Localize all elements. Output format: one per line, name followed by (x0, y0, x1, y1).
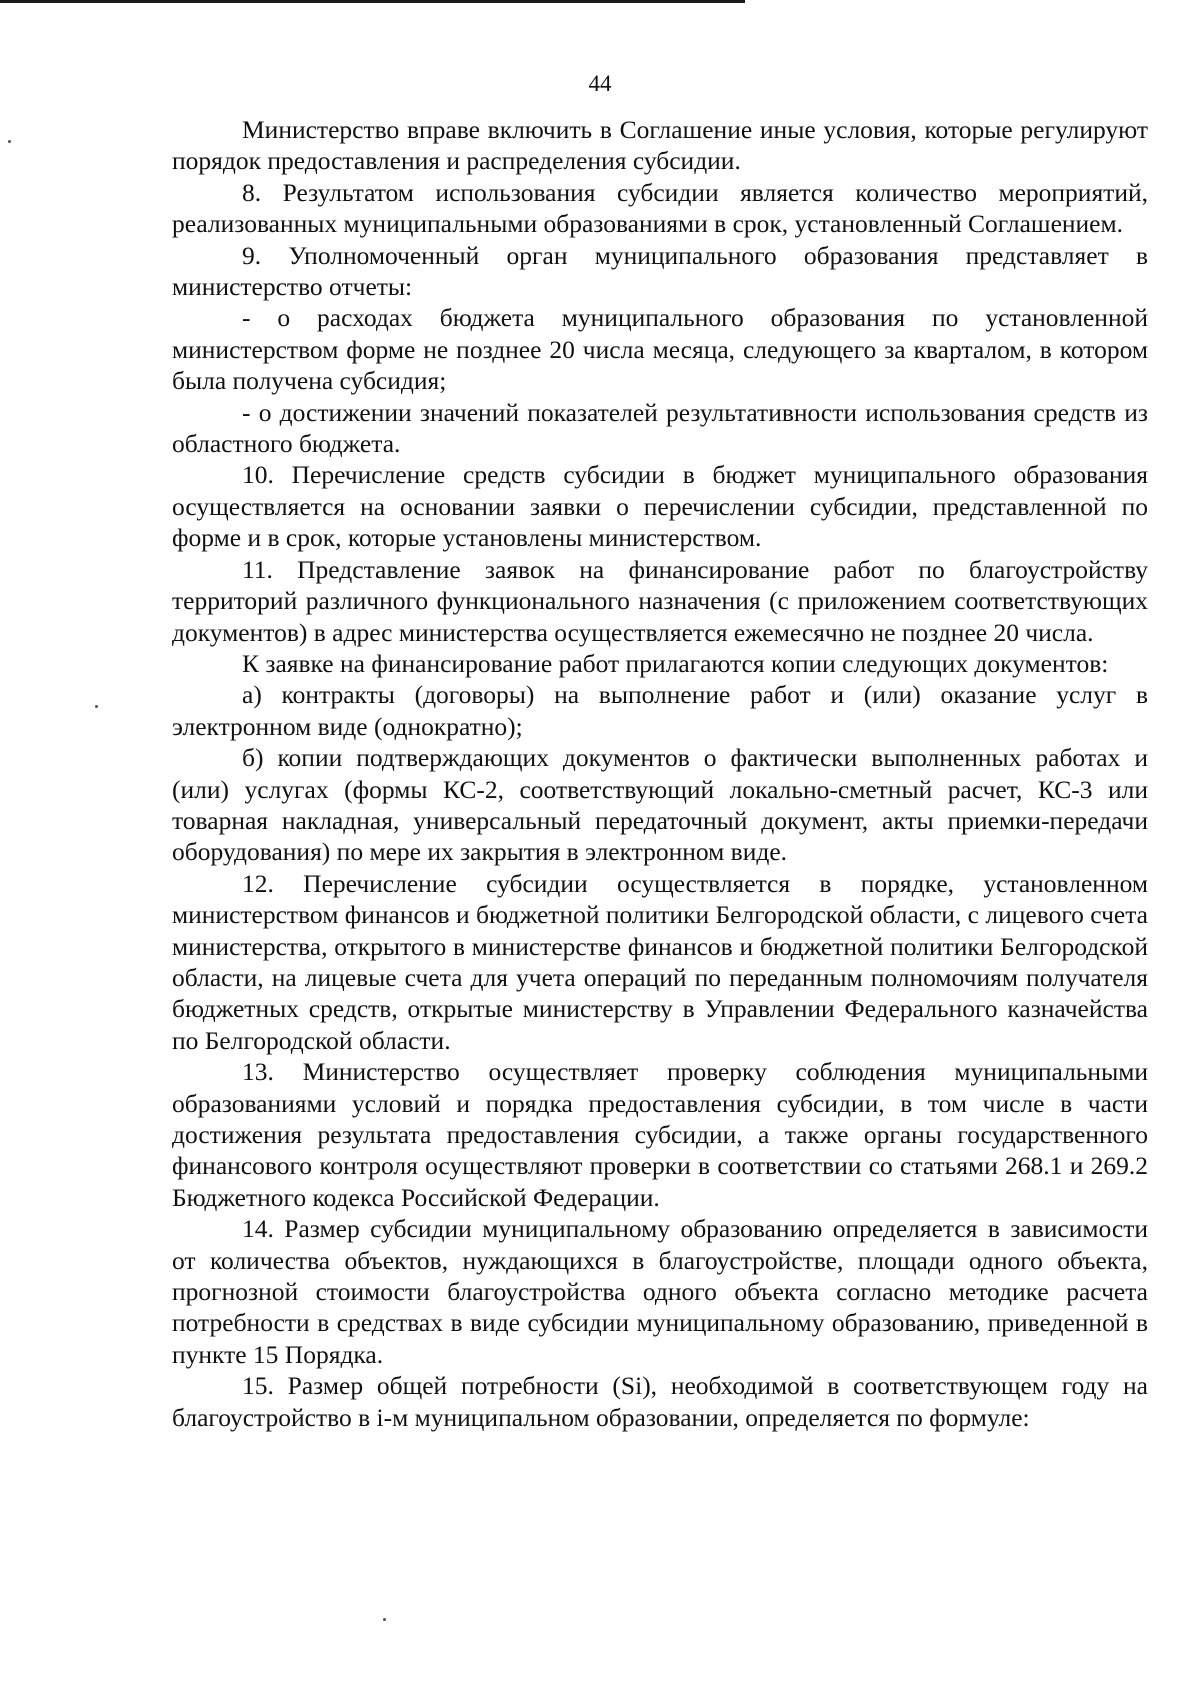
paragraph-attachment-a: а) контракты (договоры) на выполнение работ и (или) оказание услуг в электронном виде (однократно); (172, 680, 1148, 741)
paragraph-item-8: 8. Результатом использования субсидии является количество мероприятий, реализованных муниципальными образованиями в срок, установленный Соглашением. (172, 177, 1148, 239)
paragraph-item-9-indicators: - о достижении значений показателей результативности использования средств из областного бюджета. (172, 397, 1148, 459)
page-number: 44 (588, 71, 612, 96)
paragraph-ministry-conditions: Министерство вправе включить в Соглашение иные условия, которые регулируют порядок предоставления и распределения субсидии. (172, 115, 1148, 176)
scan-speck (95, 705, 98, 708)
document-body (172, 114, 1148, 1433)
paragraph-item-11: 11. Представление заявок на финансирование работ по благоустройству территорий различного функционального назначения (с приложением соответствующих документов) в адрес министерства осуществляется ежемесячно не позднее 20 числа. (172, 554, 1148, 647)
paragraph-item-9: 9. Уполномоченный орган муниципального образования представляет в министерство отчеты: (172, 240, 1148, 302)
scan-speck (8, 140, 11, 143)
paragraph-item-15: 15. Размер общей потребности (Si), необходимой в соответствующем году на благоустройство в i-м муниципальном образовании, определяется по формуле: (172, 1371, 1148, 1432)
paragraph-attachment-b: б) копии подтверждающих документов о фактически выполненных работах и (или) услугах (формы КС-2, соответствующий локально-сметный расчет, КС-3 или товарная накладная, универсальный передаточный документ, акты приемки-передачи оборудования) по мере их закрытия в электронном виде. (172, 743, 1148, 867)
paragraph-item-14: 14. Размер субсидии муниципальному образованию определяется в зависимости от количества объектов, нуждающихся в благоустройстве, площади одного объекта, прогнозной стоимости благоустройства одного объекта согласно методике расчета потребности в средствах в виде субсидии муниципальному образованию, приведенной в пункте 15 Порядка. (172, 1214, 1148, 1369)
paragraph-item-12: 12. Перечисление субсидии осуществляется в порядке, установленном министерством финансов и бюджетной политики Белгородской области, с лицевого счета министерства, открытого в министерстве финансов и бюджетной политики Белгородской области, на лицевые счета для учета операций по переданным полномочиям получателя бюджетных средств, открытые министерству в Управлении Федерального казначейства по Белгородской области. (172, 868, 1148, 1055)
scan-edge-line (0, 0, 745, 3)
scan-speck (383, 1618, 386, 1621)
paragraph-attachments: К заявке на финансирование работ прилагаются копии следующих документов: (242, 648, 1109, 678)
paragraph-item-10: 10. Перечисление средств субсидии в бюджет муниципального образования осуществляется на основании заявки о перечислении субсидии, представленной по форме и в срок, которые установлены министерством. (172, 460, 1148, 553)
paragraph-item-13: 13. Министерство осуществляет проверку соблюдения муниципальными образованиями условий и порядка предоставления субсидии, в том числе в части достижения результата предоставления субсидии, а также органы государственного финансового контроля осуществляют проверки в соответствии со статьями 268.1 и 269.2 Бюджетного кодекса Российской Федерации. (172, 1057, 1148, 1212)
paragraph-item-9-expenses: - о расходах бюджета муниципального образования по установленной министерством форме не позднее 20 числа месяца, следующего за кварталом, в котором была получена субсидия; (172, 303, 1148, 396)
